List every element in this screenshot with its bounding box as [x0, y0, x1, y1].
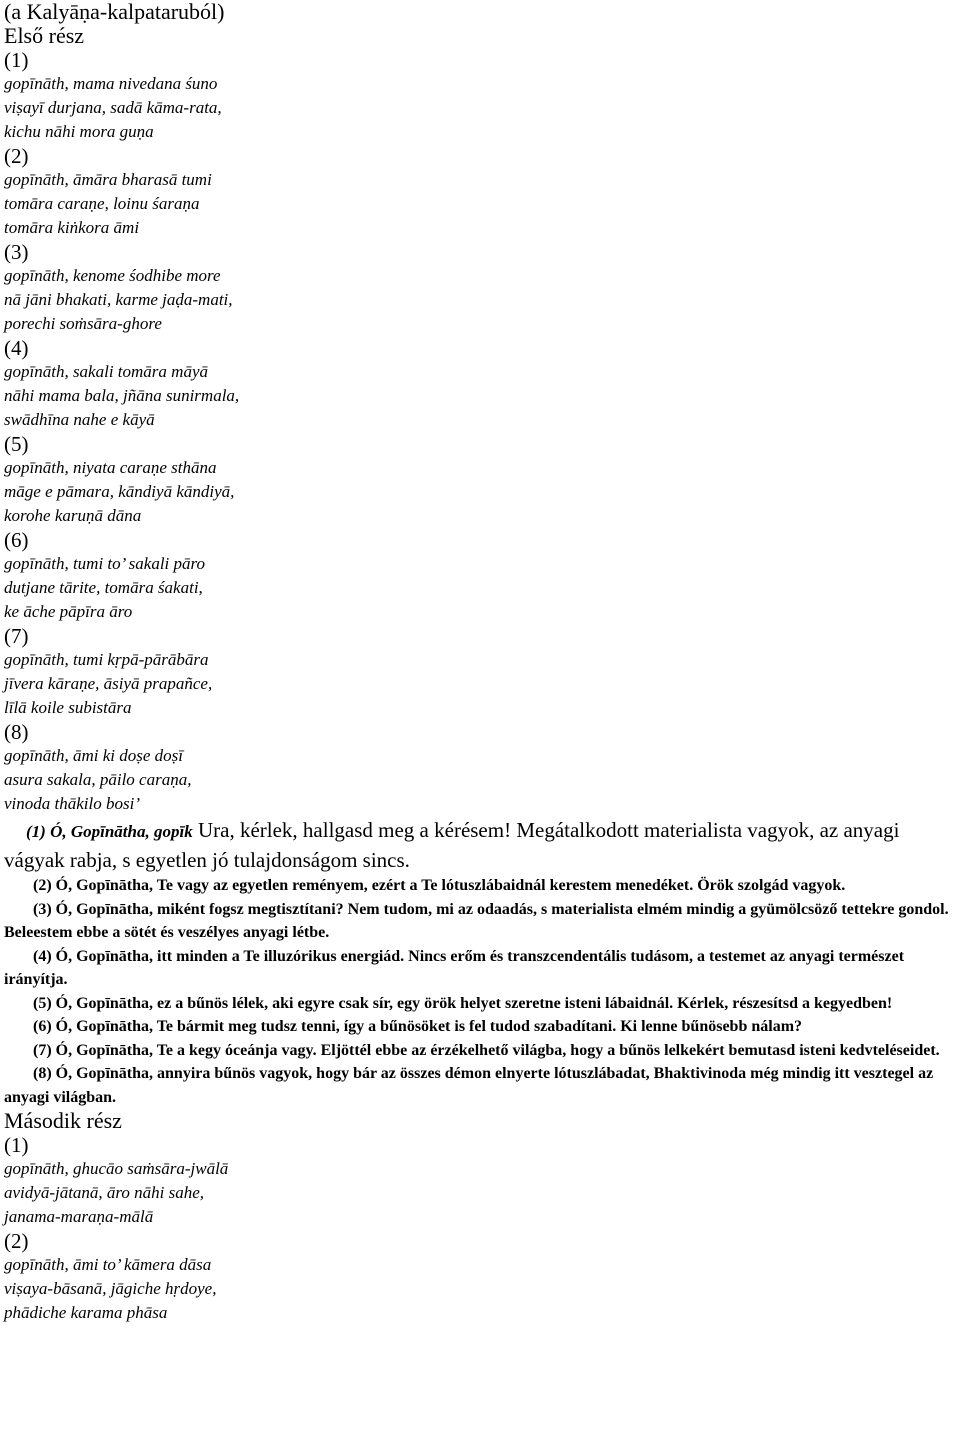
verse-line: ke āche pāpīra āro — [4, 602, 133, 621]
part-1-stanza — [4, 528, 956, 624]
verse-line: gopīnāth, tumi to’ sakali pāro — [4, 554, 206, 573]
part-1-stanza — [4, 432, 956, 528]
stanza-number: (4) — [4, 336, 29, 360]
stanza-number: (2) — [4, 1229, 29, 1253]
source-note: (a Kalyāṇa-kalpataruból) — [4, 0, 225, 24]
part-1-stanza — [4, 336, 956, 432]
verse-line: swādhīna nahe e kāyā — [4, 410, 155, 429]
stanza-number: (2) — [4, 144, 29, 168]
part-2-title: Második rész — [4, 1108, 122, 1133]
translation-paragraph-5: (5) Ó, Gopīnātha, ez a bűnös lélek, aki egyre csak sír, egy örök helyet szeretne isteni lábaidnál. Kérlek, részesítsd a kegyedben! — [33, 994, 893, 1012]
verse-line: viṣayī durjana, sadā kāma-rata, — [4, 98, 222, 117]
verse-line: vinoda thākilo bosi’ — [4, 794, 140, 813]
verse-line: korohe karuṇā dāna — [4, 506, 142, 525]
verse-line: tomāra kiṅkora āmi — [4, 218, 140, 237]
verse-line: gopīnāth, mama nivedana śuno — [4, 74, 218, 93]
part-1-stanza — [4, 240, 956, 336]
verse-line: gopīnāth, kenome śodhibe more — [4, 266, 221, 285]
verse-line: gopīnāth, āmāra bharasā tumi — [4, 170, 212, 189]
part-1-title: Első rész — [4, 23, 85, 48]
verse-line: līlā koile subistāra — [4, 698, 132, 717]
verse-line: dutjane tārite, tomāra śakati, — [4, 578, 203, 597]
part-1-stanza — [4, 144, 956, 240]
stanza-number: (1) — [4, 1133, 29, 1157]
stanza-number: (1) — [4, 48, 29, 72]
translation-paragraph-2: (2) Ó, Gopīnātha, Te vagy az egyetlen reményem, ezért a Te lótuszlábaidnál kerestem menedéket. Örök szolgád vagyok. — [33, 877, 846, 894]
translation-text: Ura, kérlek, hallgasd meg a kérésem! Megátalkodott materialista vagyok, az anyagi vágyak rabja, s egyetlen jó tulajdonságom sincs. — [4, 818, 900, 872]
part-1-stanza — [4, 624, 956, 720]
part-2-stanza — [4, 1229, 956, 1325]
document — [4, 0, 956, 1325]
translation-paragraph-6: (6) Ó, Gopīnātha, Te bármit meg tudsz tenni, így a bűnösöket is fel tudod szabadítani. Ki lenne bűnösebb nálam? — [33, 1018, 803, 1035]
verse-line: gopīnāth, sakali tomāra māyā — [4, 362, 208, 381]
verse-line: kichu nāhi mora guṇa — [4, 122, 154, 141]
verse-line: gopīnāth, ghucāo saṁsāra-jwālā — [4, 1159, 229, 1178]
verse-line: gopīnāth, tumi kṛpā-pārābāra — [4, 650, 209, 669]
stanza-number: (5) — [4, 432, 29, 456]
translation-paragraph-3: (3) Ó, Gopīnātha, miként fogsz megtisztítani? Nem tudom, mi az odaadás, s materialista elmém mindig a gyümölcsöző tettekre gondol. Beleestem ebbe a sötét és veszélyes anyagi létbe. — [4, 900, 949, 941]
translation-paragraph-8: (8) Ó, Gopīnātha, annyira bűnös vagyok, hogy bár az összes démon elnyerte lótuszlábadat, Bhaktivinoda még mindig itt vesztegel az anyagi világban. — [4, 1065, 934, 1106]
verse-line: tomāra caraṇe, loinu śaraṇa — [4, 194, 200, 213]
verse-line: janama-maraṇa-mālā — [4, 1207, 154, 1226]
translation-paragraph-7: (7) Ó, Gopīnātha, Te a kegy óceánja vagy. Eljöttél ebbe az érzékelhető világba, hogy a bűnös lelkekért bemutasd isteni kedvteléseidet. — [33, 1041, 940, 1059]
stanza-number: (3) — [4, 240, 29, 264]
verse-line: gopīnāth, niyata caraṇe sthāna — [4, 458, 217, 477]
translation-paragraph-4: (4) Ó, Gopīnātha, itt minden a Te illuzórikus energiád. Nincs erőm és transzcendentális tudásom, a testemet az anyagi természet irányítja. — [4, 947, 905, 988]
verse-line: gopīnāth, āmi to’ kāmera dāsa — [4, 1255, 212, 1274]
part-1-stanza — [4, 48, 956, 144]
stanza-number: (6) — [4, 528, 29, 552]
verse-line: māge e pāmara, kāndiyā kāndiyā, — [4, 482, 235, 501]
verse-line: avidyā-jātanā, āro nāhi sahe, — [4, 1183, 205, 1202]
verse-line: porechi soṁsāra-ghore — [4, 314, 162, 333]
stanza-number: (7) — [4, 624, 29, 648]
translation-lead: (1) Ó, Gopīnātha, gopīk — [26, 822, 193, 841]
part-1-stanza — [4, 720, 956, 816]
verse-line: nāhi mama bala, jñāna sunirmala, — [4, 386, 240, 405]
verse-line: asura sakala, pāilo caraṇa, — [4, 770, 192, 789]
verse-line: nā jāni bhakati, karme jaḍa-mati, — [4, 290, 233, 309]
verse-line: gopīnāth, āmi ki doṣe doṣī — [4, 746, 183, 765]
part-2-stanza — [4, 1133, 956, 1229]
verse-line: viṣaya-bāsanā, jāgiche hṛdoye, — [4, 1279, 217, 1298]
stanza-number: (8) — [4, 720, 29, 744]
translation-paragraph-1 — [4, 816, 956, 874]
verse-line: phādiche karama phāsa — [4, 1303, 168, 1322]
verse-line: jīvera kāraṇe, āsiyā prapañce, — [4, 674, 213, 693]
